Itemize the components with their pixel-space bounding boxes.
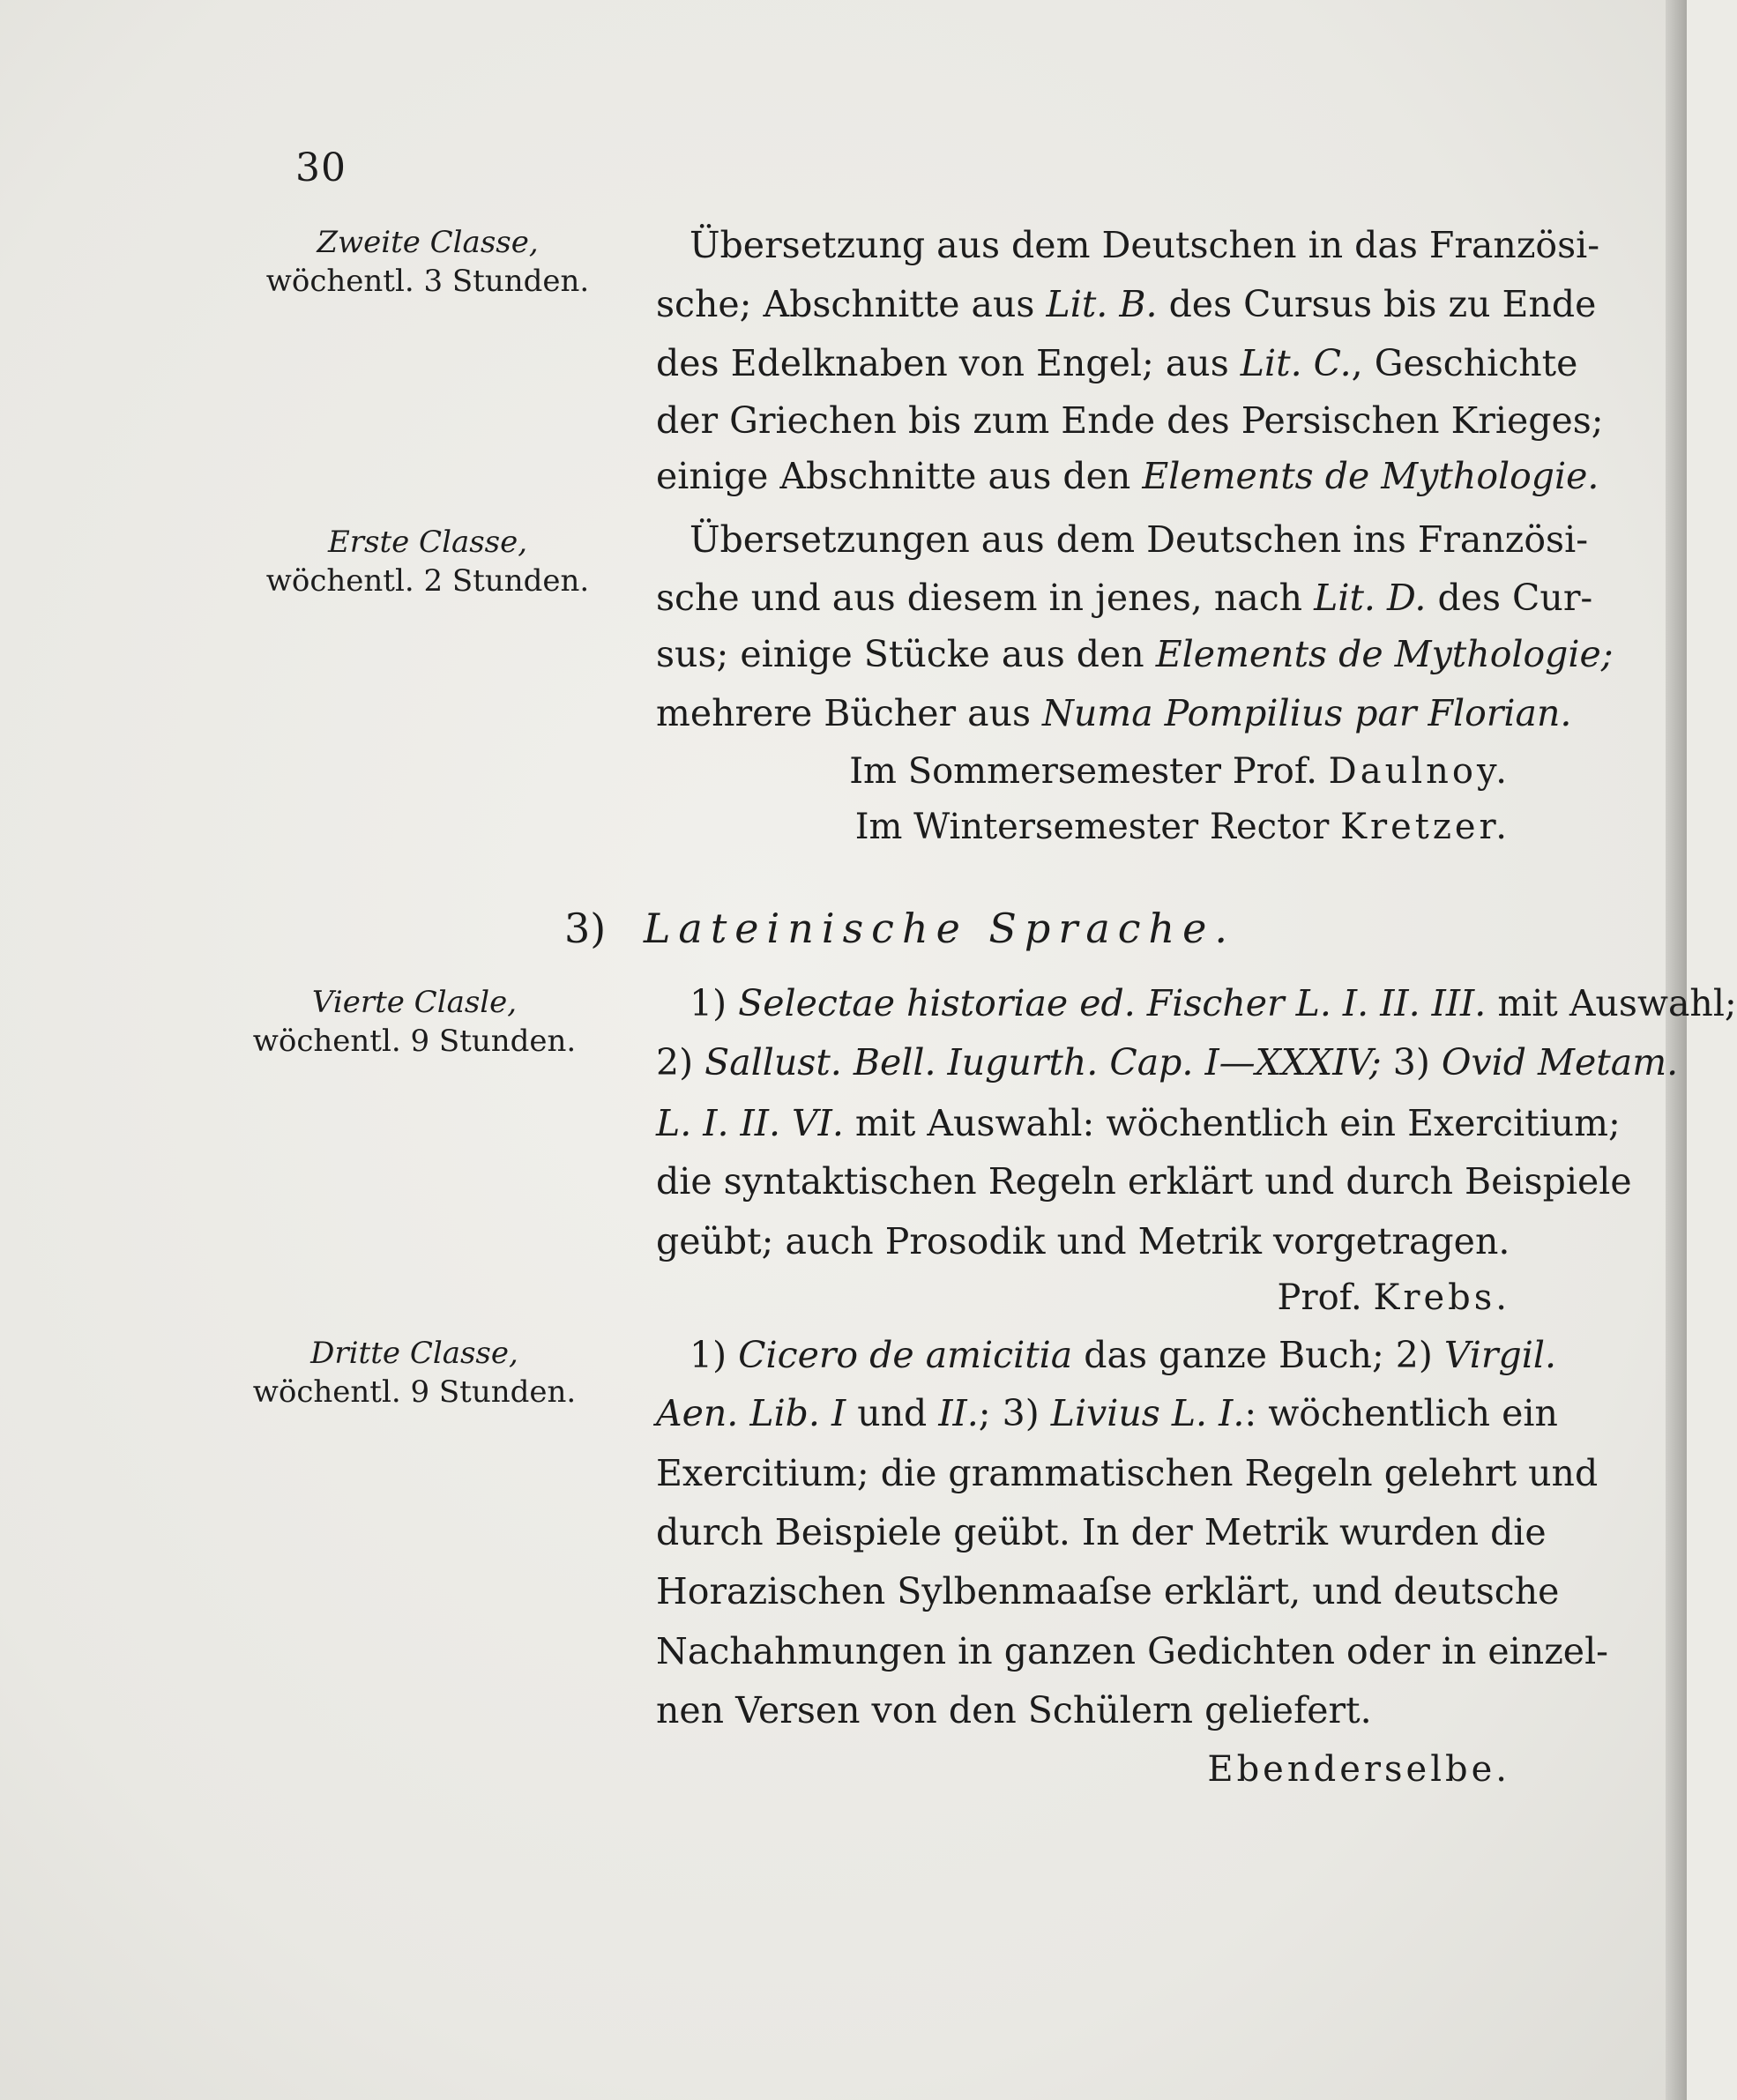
section-heading xyxy=(564,904,1235,953)
margin-class: Erste Classe, xyxy=(327,525,528,560)
text-line: Übersetzung aus dem Deutschen in das Französi- xyxy=(690,224,1600,266)
margin-note-erste-classe xyxy=(251,523,604,600)
signature-sommersemester: Im Sommersemester Prof. Daulnoy. xyxy=(849,751,1510,792)
text-line: Nachahmungen in ganzen Gedichten oder in einzel- xyxy=(656,1630,1609,1672)
margin-hours: wöchentl. 9 Stunden. xyxy=(252,1024,577,1059)
text-line: sche und aus diesem in jenes, nach Lit. D. des Cur- xyxy=(656,577,1593,619)
heading-title: Lateinische Sprache. xyxy=(643,905,1236,952)
margin-note-vierte-classe xyxy=(238,983,591,1061)
signature-ebenderselbe: Ebenderselbe. xyxy=(1207,1749,1510,1790)
text-line: 1) Selectae historiae ed. Fischer L. I. II. III. mit Auswahl; xyxy=(690,982,1737,1024)
text-line: sus; einige Stücke aus den Elements de Mythologie; xyxy=(656,633,1614,675)
margin-note-zweite-classe xyxy=(251,223,604,301)
text-line: 1) Cicero de amicitia das ganze Buch; 2) Virgil. xyxy=(690,1334,1557,1376)
text-line: durch Beispiele geübt. In der Metrik wurden die xyxy=(656,1511,1547,1553)
text-line: Exercitium; die grammatischen Regeln gelehrt und xyxy=(656,1452,1599,1494)
margin-hours: wöchentl. 2 Stunden. xyxy=(265,563,590,599)
text-line: einige Abschnitte aus den Elements de Mythologie. xyxy=(656,455,1599,497)
text-line: nen Versen von den Schülern geliefert. xyxy=(656,1689,1372,1731)
margin-class: Dritte Classe, xyxy=(310,1336,518,1371)
margin-class: Vierte Clasle, xyxy=(311,985,518,1020)
text-line: Horazischen Sylbenmaaſse erklärt, und deutsche xyxy=(656,1570,1560,1612)
margin-note-dritte-classe xyxy=(238,1334,591,1411)
margin-class: Zweite Classe, xyxy=(317,225,539,260)
text-line: Übersetzungen aus dem Deutschen ins Französi- xyxy=(690,518,1589,561)
text-line: die syntaktischen Regeln erklärt und durch Beispiele xyxy=(656,1160,1632,1203)
text-line: L. I. II. VI. mit Auswahl: wöchentlich ein Exercitium; xyxy=(656,1102,1621,1144)
page-number: 30 xyxy=(295,145,347,190)
signature-krebs: Prof. Krebs. xyxy=(1277,1277,1510,1318)
text-line: der Griechen bis zum Ende des Persischen Krieges; xyxy=(656,399,1604,442)
margin-hours: wöchentl. 9 Stunden. xyxy=(252,1374,577,1410)
text-line: Aen. Lib. I und II.; 3) Livius L. I.: wöchentlich ein xyxy=(656,1392,1558,1434)
text-line: geübt; auch Prosodik und Metrik vorgetragen. xyxy=(656,1220,1510,1262)
text-line: mehrere Bücher aus Numa Pompilius par Florian. xyxy=(656,692,1572,734)
text-line: 2) Sallust. Bell. Iugurth. Cap. I—XXXIV; 3) Ovid Metam. xyxy=(656,1041,1679,1084)
signature-wintersemester: Im Wintersemester Rector Kretzer. xyxy=(854,807,1510,847)
text-line: sche; Abschnitte aus Lit. B. des Cursus bis zu Ende xyxy=(656,283,1597,325)
heading-number: 3) xyxy=(564,905,607,952)
margin-hours: wöchentl. 3 Stunden. xyxy=(265,264,590,299)
text-line: des Edelknaben von Engel; aus Lit. C., Geschichte xyxy=(656,342,1578,384)
